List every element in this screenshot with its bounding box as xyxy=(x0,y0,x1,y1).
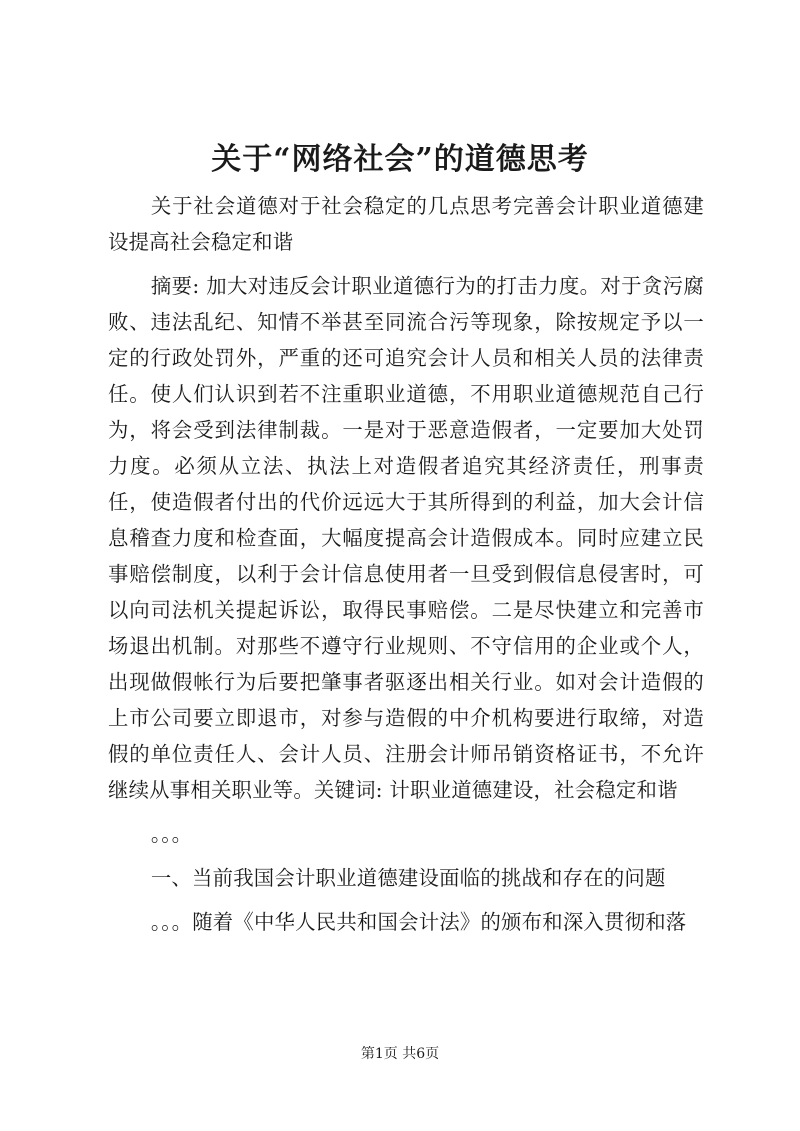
section-heading: 一、当前我国会计职业道德建设面临的挑战和存在的问题 xyxy=(150,866,666,890)
document-title: 关于“网络社会”的道德思考 xyxy=(211,142,589,177)
subtitle-paragraph: 关于社会道德对于社会稳定的几点思考完善会计职业道德建设提高社会稳定和谐 xyxy=(108,194,704,254)
section-body-paragraph: 。。。随着《中华人民共和国会计法》的颁布和深入贯彻和落 xyxy=(150,910,687,934)
ellipsis-paragraph: 。。。 xyxy=(150,822,193,846)
document-body xyxy=(108,188,704,940)
abstract-paragraph: 摘要: 加大对违反会计职业道德行为的打击力度。对于贪污腐败、违法乱纪、知情不举甚至同流合污等现象，除按规定予以一定的行政处罚外，严重的还可追究会计人员和相关人员的法律责任。使人们认识到若不注重职业道德，不用职业道德规范自己行为，将会受到法律制裁。一是对于恶意造假者，一定要加大处罚力度。必须从立法、执法上对造假者追究其经济责任，刑事责任，使造假者付出的代价远远大于其所得到的利益，加大会计信息稽查力度和检查面，大幅度提高会计造假成本。同时应建立民事赔偿制度，以利于会计信息使用者一旦受到假信息侵害时，可以向司法机关提起诉讼，取得民事赔偿。二是尽快建立和完善市场退出机制。对那些不遵守行业规则、不守信用的企业或个人，出现做假帐行为后要把肇事者驱逐出相关行业。如对会计造假的上市公司要立即退市，对参与造假的中介机构要进行取缔，对造假的单位责任人、会计人员、注册会计师吊销资格证书，不允许继续从事相关职业等。关键词: 计职业道德建设，社会稳定和谐 xyxy=(108,274,704,802)
page-indicator: 第1页 共6页 xyxy=(360,1046,440,1062)
